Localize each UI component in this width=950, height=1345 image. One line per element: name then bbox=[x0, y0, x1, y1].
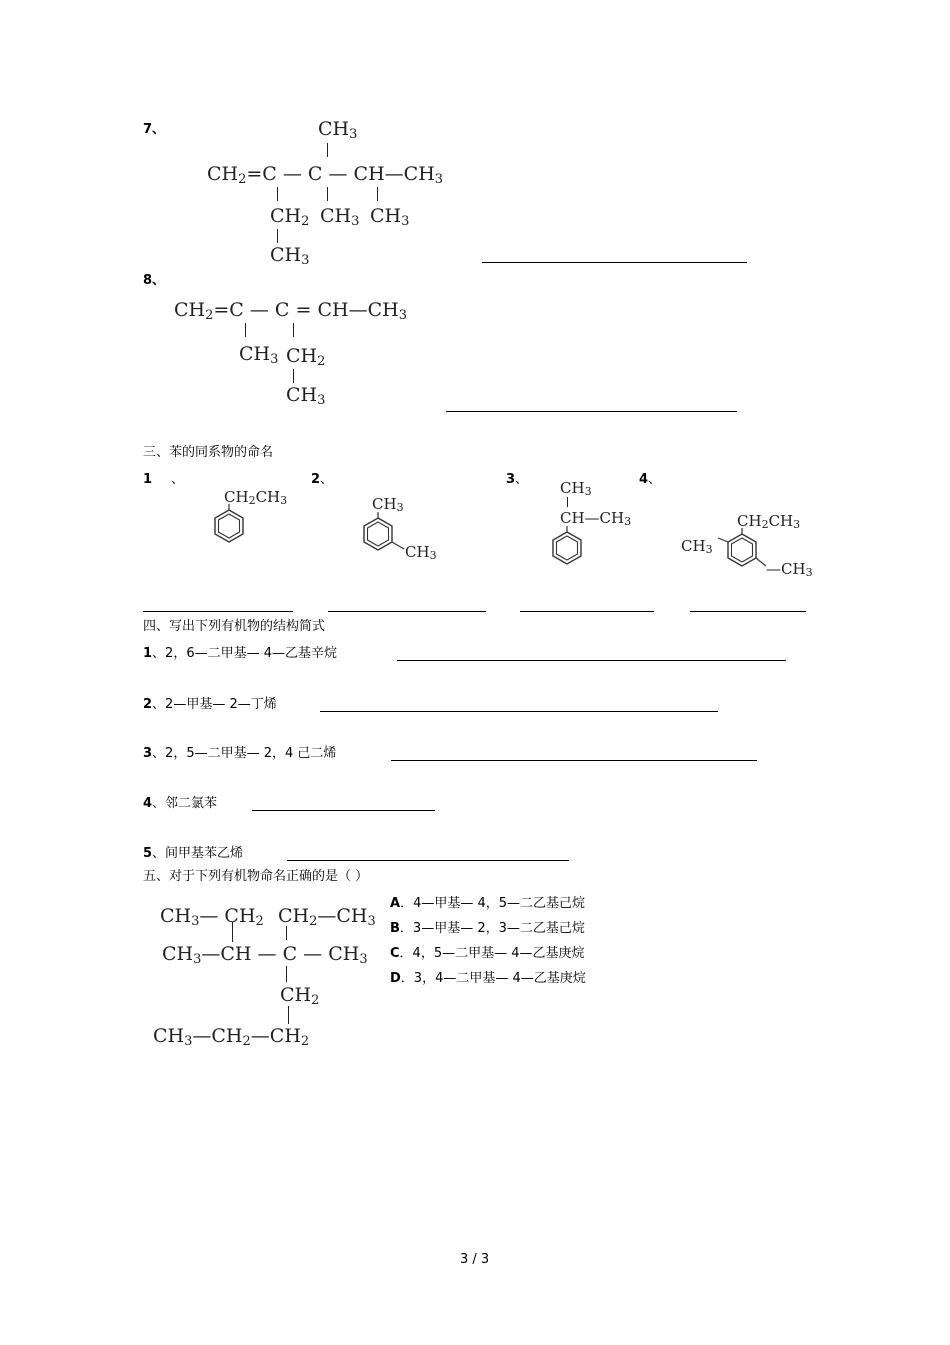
section4-title: 四、写出下列有机物的结构简式 bbox=[143, 619, 326, 634]
benzene-ring bbox=[210, 504, 250, 550]
s3-item1-sep: 、 bbox=[171, 472, 185, 487]
s3-item2-num: 2 bbox=[311, 472, 321, 487]
s4-item5: 5、间甲基苯乙烯 bbox=[143, 846, 244, 861]
section3-title: 三、苯的同系物的命名 bbox=[143, 445, 274, 460]
s3-blank-2[interactable] bbox=[328, 611, 486, 612]
q8-ethyl-ch3: $CH_3$ bbox=[286, 384, 326, 408]
s4-blank-1[interactable] bbox=[397, 660, 786, 661]
s3-blank-1[interactable] bbox=[143, 611, 293, 612]
s3-blank-3[interactable] bbox=[520, 611, 654, 612]
q7-label: 7、 bbox=[143, 122, 166, 137]
q7-methyl-c3: $CH_3$ bbox=[320, 205, 360, 229]
s4-item1: 1、2，6—二甲基— 4—乙基辛烷 bbox=[143, 646, 337, 661]
q7-ethyl-ch3: $CH_3$ bbox=[270, 244, 310, 268]
s3-item4-num: 4 bbox=[639, 472, 649, 487]
s3-item4-sep: 、 bbox=[648, 472, 662, 487]
s5-option-c[interactable]: C．4，5—二甲基— 4—乙基庚烷 bbox=[390, 946, 585, 961]
s3-item3-sep: 、 bbox=[515, 472, 529, 487]
s5-option-b[interactable]: B．3—甲基— 2，3—二乙基己烷 bbox=[390, 921, 585, 936]
q7-answer-blank[interactable] bbox=[482, 262, 747, 263]
page-number: 3 / 3 bbox=[460, 1252, 490, 1267]
q8-label: 8、 bbox=[143, 273, 166, 288]
document-page: 7、 $CH_3$ $CH_2=C$ — C — $CH—CH_3$ $CH_2$ $CH_3$ $CH_3$ $CH_3$ 8、 $CH_2=C$ — $C = CH—CH_3$ $CH_3$ $CH_2$ $CH_3$ 三、苯的同系物的命名 1 、 2 、 3 、 4 、 $CH_2CH_3$ $CH_3$ $CH_3$ $CH_3$ $CH—CH_3$ $CH_2CH_3$ $CH_3$ $—CH_3$ 四、写出下列有机物的结构简式 1、2，6—二甲基— 4—乙基辛烷 2、2—甲基— 2—丁烯 3、2，5—二甲基— 2，4 己二烯 4、邻二氯苯 5、间甲基苯乙烯 五、对于下列有机物命名正确的是（ ） $CH_3—$ $CH_2$ $CH_2—CH_3$ $CH_3—CH$ — C — $CH_3$ $CH_2$ $CH_3—CH_2—CH_2$ A．4—甲基— 4，5—二乙基己烷 B．3—甲基— 2，3—二乙基己烷 C．4，5—二甲基— 4—乙基庚烷 D．3，4—二甲基— 4—乙基庚烷 3 / 3 bbox=[0, 0, 950, 1345]
q7-ethyl-ch2: $CH_2$ bbox=[270, 205, 310, 229]
q7-main-chain: $CH_2=C$ — C — $CH—CH_3$ bbox=[207, 163, 444, 187]
s4-item4: 4、邻二氯苯 bbox=[143, 796, 218, 811]
s4-blank-5[interactable] bbox=[287, 860, 569, 861]
s3-item1-num: 1 bbox=[143, 472, 153, 487]
s4-blank-3[interactable] bbox=[391, 760, 757, 761]
s4-blank-2[interactable] bbox=[320, 711, 718, 712]
q8-main-chain: $CH_2=C$ — $C = CH—CH_3$ bbox=[174, 299, 407, 323]
s3-item3-num: 3 bbox=[506, 472, 516, 487]
s4-blank-4[interactable] bbox=[252, 810, 435, 811]
q8-methyl-c2: $CH_3$ bbox=[239, 343, 279, 367]
q7-methyl-c4: $CH_3$ bbox=[370, 205, 410, 229]
q8-answer-blank[interactable] bbox=[446, 411, 737, 412]
s3-blank-4[interactable] bbox=[690, 611, 806, 612]
s5-option-a[interactable]: A．4—甲基— 4，5—二乙基己烷 bbox=[390, 896, 586, 911]
benzene-ring bbox=[548, 526, 588, 572]
benzene-ring bbox=[360, 512, 410, 558]
s4-item3: 3、2，5—二甲基— 2，4 己二烯 bbox=[143, 746, 337, 761]
s5-option-d[interactable]: D．3，4—二甲基— 4—乙基庚烷 bbox=[390, 971, 586, 986]
q7-top-ch3: $CH_3$ bbox=[318, 118, 358, 142]
q8-ethyl-ch2: $CH_2$ bbox=[286, 345, 326, 369]
section5-title: 五、对于下列有机物命名正确的是（ ） bbox=[143, 869, 369, 884]
s4-item2: 2、2—甲基— 2—丁烯 bbox=[143, 697, 277, 712]
s3-item2-sep: 、 bbox=[320, 472, 334, 487]
